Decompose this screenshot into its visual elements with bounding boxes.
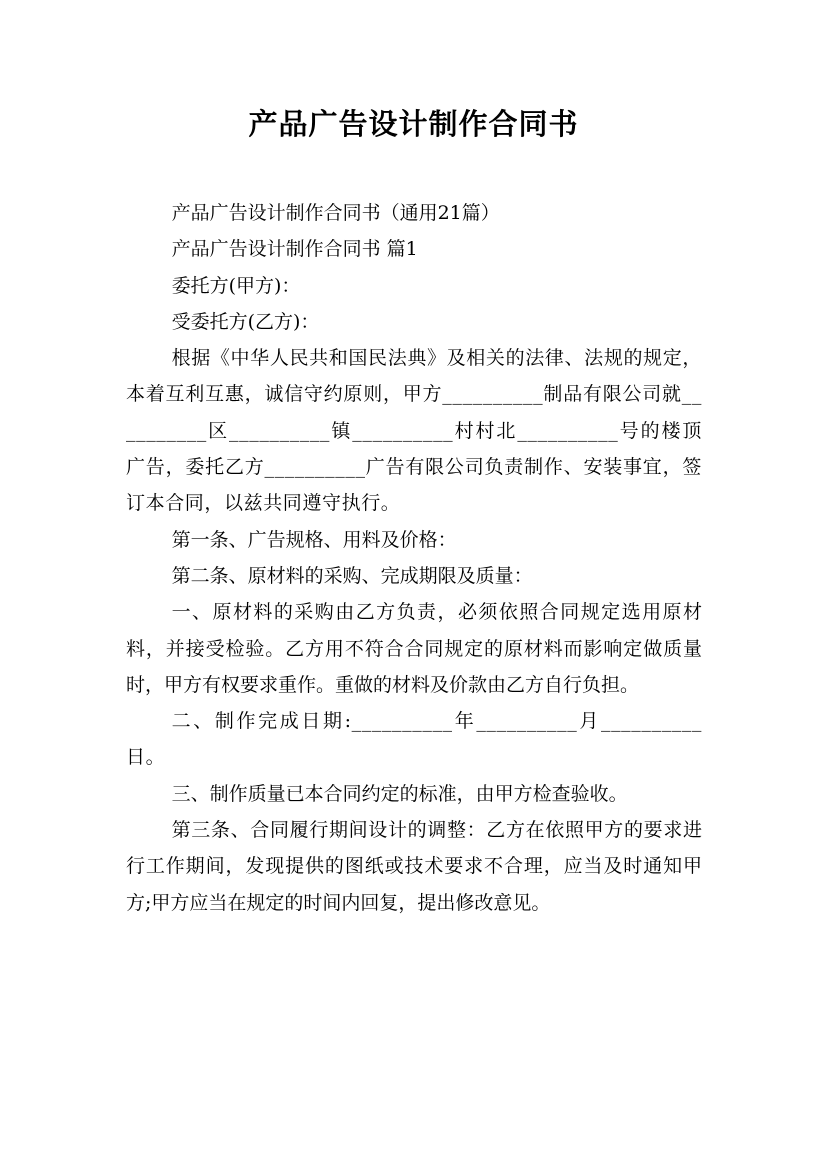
paragraph-article-1: 第一条、广告规格、用料及价格： bbox=[171, 528, 457, 551]
paragraph-clause-3: 三、制作质量已本合同约定的标准，由甲方检查验收。 bbox=[171, 782, 628, 805]
paragraph-party-a: 委托方(甲方)： bbox=[171, 274, 301, 297]
paragraph-preamble: 根据《中华人民共和国民法典》及相关的法律、法规的规定，本着互利互惠，诚信守约原则，甲方__________制品有限公司就__________区__________镇__________村村北__________号的楼顶广告，委托乙方__________广告有限公司负责制作、安装事宜，签订本合同，以兹共同遵守执行。 bbox=[126, 347, 702, 515]
paragraph-subtitle: 产品广告设计制作合同书（通用21篇） bbox=[171, 202, 500, 224]
document-body bbox=[126, 195, 702, 921]
paragraph-party-b: 受委托方(乙方)： bbox=[171, 310, 320, 333]
paragraph-section-heading: 产品广告设计制作合同书 篇1 bbox=[171, 238, 418, 261]
paragraph-clause-1: 一、原材料的采购由乙方负责，必须依照合同规定选用原材料，并接受检验。乙方用不符合合同规定的原材料而影响定做质量时，甲方有权要求重作。重做的材料及价款由乙方自行负担。 bbox=[126, 601, 702, 696]
paragraph-article-3: 第三条、合同履行期间设计的调整：乙方在依照甲方的要求进行工作期间，发现提供的图纸或技术要求不合理，应当及时通知甲方;甲方应当在规定的时间内回复，提出修改意见。 bbox=[126, 819, 702, 914]
document-title: 产品广告设计制作合同书 bbox=[248, 107, 579, 141]
paragraph-clause-2: 二、制作完成日期:__________年__________月__________日。 bbox=[126, 710, 702, 769]
paragraph-article-2: 第二条、原材料的采购、完成期限及质量： bbox=[171, 564, 533, 587]
